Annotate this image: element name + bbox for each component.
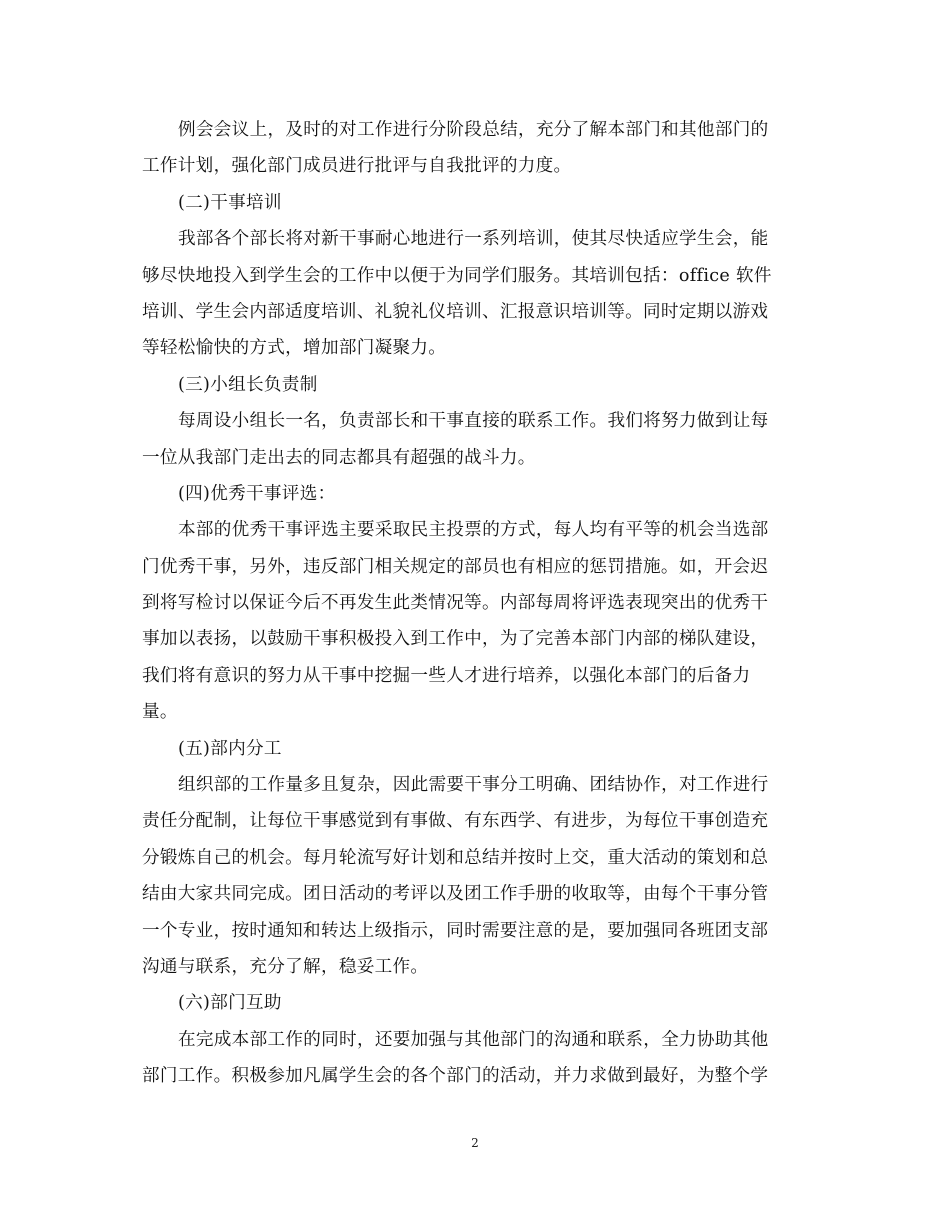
paragraph-line: 结由大家共同完成。团日活动的考评以及团工作手册的收取等，由每个干事分管 [142, 884, 769, 905]
paragraph-line: 本部的优秀干事评选主要采取民主投票的方式，每人均有平等的机会当选部 [178, 520, 769, 541]
document-body [142, 112, 802, 1095]
paragraph-line: 我部各个部长将对新干事耐心地进行一系列培训，使其尽快适应学生会，能 [178, 229, 769, 250]
paragraph-line: 部门工作。积极参加凡属学生会的各个部门的活动，并力求做到最好，为整个学 [142, 1066, 769, 1087]
section-heading: (六)部门互助 [178, 993, 282, 1014]
paragraph-line: 我们将有意识的努力从干事中挖掘一些人才进行培养，以强化本部门的后备力 [142, 665, 751, 686]
paragraph-line: 沟通与联系，充分了解，稳妥工作。 [142, 956, 429, 977]
section-heading: (二)干事培训 [178, 192, 282, 213]
paragraph-line: 够尽快地投入到学生会的工作中以便于为同学们服务。其培训包括：office 软件 [142, 265, 772, 286]
paragraph-line: 培训、学生会内部适度培训、礼貌礼仪培训、汇报意识培训等。同时定期以游戏 [142, 301, 769, 322]
section-heading: (五)部内分工 [178, 738, 282, 759]
paragraph-line: 工作计划，强化部门成员进行批评与自我批评的力度。 [142, 156, 572, 177]
paragraph-line: 量。 [142, 702, 178, 723]
paragraph-line: 在完成本部工作的同时，还要加强与其他部门的沟通和联系，全力协助其他 [178, 1029, 769, 1050]
paragraph-line: 例会会议上，及时的对工作进行分阶段总结，充分了解本部门和其他部门的 [178, 120, 769, 140]
paragraph-line: 分锻炼自己的机会。每月轮流写好计划和总结并按时上交，重大活动的策划和总 [142, 847, 769, 868]
page-number: 2 [471, 1136, 479, 1150]
section-heading: (三)小组长负责制 [178, 374, 318, 395]
paragraph-line: 组织部的工作量多且复杂，因此需要干事分工明确、团结协作，对工作进行 [178, 775, 769, 796]
paragraph-line: 事加以表扬，以鼓励干事积极投入到工作中，为了完善本部门内部的梯队建设， [142, 629, 769, 650]
paragraph-line: 一位从我部门走出去的同志都具有超强的战斗力。 [142, 447, 536, 468]
paragraph-line: 责任分配制，让每位干事感觉到有事做、有东西学、有进步，为每位干事创造充 [142, 811, 769, 832]
paragraph-line: 门优秀干事，另外，违反部门相关规定的部员也有相应的惩罚措施。如，开会迟 [142, 556, 769, 577]
paragraph-line: 一个专业，按时通知和转达上级指示，同时需要注意的是，要加强同各班团支部 [142, 920, 769, 941]
paragraph-line: 等轻松愉快的方式，增加部门凝聚力。 [142, 338, 447, 359]
section-heading: (四)优秀干事评选： [178, 483, 336, 504]
paragraph-line: 每周设小组长一名，负责部长和干事直接的联系工作。我们将努力做到让每 [178, 411, 769, 432]
paragraph-line: 到将写检讨以保证今后不再发生此类情况等。内部每周将评选表现突出的优秀干 [142, 593, 769, 614]
